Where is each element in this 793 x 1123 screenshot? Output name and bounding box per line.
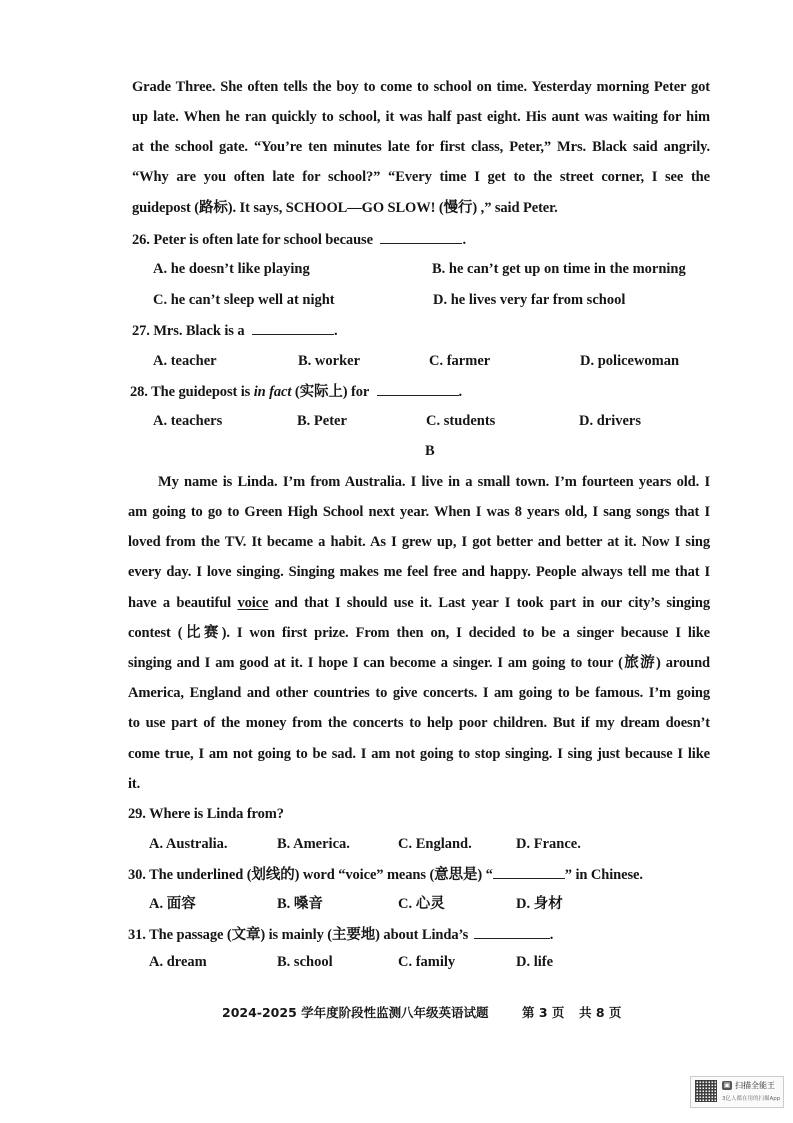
answer-blank: [380, 229, 462, 244]
option-c: C. he can’t sleep well at night: [153, 292, 335, 308]
question-end: .: [334, 323, 338, 339]
question-27-stem: [132, 320, 338, 341]
question-text: ” in Chinese.: [564, 867, 643, 883]
option-b: B. school: [277, 954, 333, 970]
option-a: A. 面容: [149, 896, 196, 912]
option-d: D. drivers: [579, 413, 642, 429]
passage-b-line: singing and I am good at it. I hope I can become a singer. I am going to tour (旅游) around: [128, 655, 710, 671]
option-d: D. 身材: [516, 896, 563, 912]
question-end: .: [462, 232, 466, 248]
section-b-heading: B: [425, 443, 435, 459]
footer-total-pages: 共 8 页: [579, 1005, 622, 1020]
question-26-stem: [132, 229, 466, 250]
scanner-tagline: 3亿人都在用的扫描App: [722, 1096, 781, 1102]
footer-page-number: 第 3 页: [522, 1005, 565, 1020]
question-text: 30. The underlined (划线的) word “voice” means (意思是) “: [128, 867, 493, 883]
passage-b-line: [128, 593, 710, 613]
passage-b-line: loved from the TV. It became a habit. As I grew up, I got better and better at it. Now I sing: [128, 534, 710, 550]
passage-text: have a beautiful: [128, 595, 232, 611]
question-text: 31. The passage (文章) is mainly (主要地) about Linda’s: [128, 927, 469, 943]
option-c: C. England.: [398, 836, 472, 852]
option-d: D. life: [516, 954, 554, 970]
option-d: D. France.: [516, 836, 581, 852]
option-b: B. America.: [277, 836, 350, 852]
answer-blank: [474, 924, 550, 939]
answer-blank: [377, 381, 459, 396]
option-d: D. policewoman: [580, 353, 680, 369]
passage-b-line: am going to go to Green High School next year. When I was 8 years old, I sang songs that I: [128, 504, 710, 520]
passage-a-line: guidepost (路标). It says, SCHOOL—GO SLOW! (慢行) ,” said Peter.: [132, 200, 558, 216]
passage-b-line: America, England and other countries to give concerts. I am going to be famous. I’m going: [128, 685, 710, 701]
answer-blank: [493, 864, 565, 879]
option-a: A. teachers: [153, 413, 223, 429]
answer-blank: [252, 320, 334, 335]
option-c: C. 心灵: [398, 896, 445, 912]
question-italic: in fact: [253, 384, 292, 400]
question-text: 26. Peter is often late for school because: [132, 232, 373, 248]
scanner-watermark: [690, 1076, 784, 1108]
underlined-word: voice: [237, 595, 269, 611]
passage-text: and that I should use it. Last year I took part in our city’s singing: [274, 595, 710, 611]
option-b: B. Peter: [297, 413, 347, 429]
passage-a-line: at the school gate. “You’re ten minutes late for first class, Peter,” Mrs. Black said angrily.: [132, 139, 710, 155]
option-a: A. he doesn’t like playing: [153, 261, 310, 277]
option-a: A. teacher: [153, 353, 217, 369]
question-text: (实际上) for: [294, 384, 369, 400]
question-end: .: [549, 927, 554, 943]
passage-a-line: “Why are you often late for school?” “Every time I get to the street corner, I see the: [132, 169, 710, 185]
option-a: A. dream: [149, 954, 207, 970]
passage-b-line: contest (比赛). I won first prize. From then on, I decided to be a singer because I like: [128, 625, 710, 641]
question-end: .: [458, 384, 463, 400]
question-31-stem: [128, 924, 553, 945]
question-text: 27. Mrs. Black is a: [132, 323, 245, 339]
passage-b-line: My name is Linda. I’m from Australia. I live in a small town. I’m fourteen years old. I: [158, 474, 710, 490]
scanner-logo-icon: ▣: [723, 1081, 731, 1089]
passage-b-line: it.: [128, 776, 141, 792]
option-a: A. Australia.: [149, 836, 228, 852]
option-c: C. farmer: [429, 353, 491, 369]
option-c: C. family: [398, 954, 456, 970]
qr-code-icon: [695, 1080, 717, 1102]
passage-b-line: come true, I am not going to be sad. I am not going to stop singing. I sing just because I like: [128, 746, 710, 762]
passage-a-line: up late. When he ran quickly to school, it was half past eight. His aunt was waiting for him: [132, 109, 710, 125]
question-28-stem: [130, 381, 462, 402]
option-b: B. worker: [298, 353, 361, 369]
passage-b-line: to use part of the money from the concerts to help poor children. But if my dream doesn’t: [128, 715, 710, 731]
footer-exam-title: 2024-2025 学年度阶段性监测: [222, 1005, 402, 1020]
question-29-stem: 29. Where is Linda from?: [128, 806, 284, 822]
option-b: B. 嗓音: [277, 896, 323, 912]
question-text: 28. The guidepost is: [130, 384, 251, 400]
option-b: B. he can’t get up on time in the morning: [432, 261, 686, 277]
option-d: D. he lives very far from school: [433, 292, 626, 308]
option-c: C. students: [426, 413, 496, 429]
passage-a-line: Grade Three. She often tells the boy to come to school on time. Yesterday morning Peter got: [132, 79, 710, 95]
question-30-stem: [128, 864, 643, 885]
footer-subject: 八年级英语试题: [401, 1005, 489, 1020]
scanner-brand: 扫描全能王: [735, 1081, 775, 1090]
passage-b-line: every day. I love singing. Singing makes me feel free and happy. People always tell me that I: [128, 564, 710, 580]
